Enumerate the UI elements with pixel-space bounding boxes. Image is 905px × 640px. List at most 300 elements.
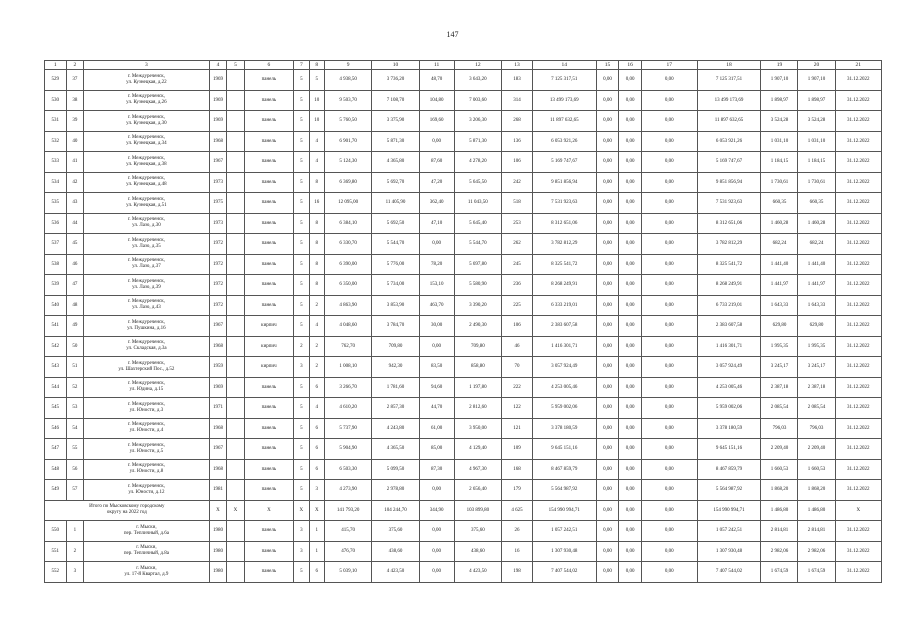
table-cell: 47 xyxy=(66,275,84,296)
table-cell: 7 125 317,51 xyxy=(532,70,596,91)
table-cell: панель xyxy=(244,234,293,255)
table-cell: 5 697,80 xyxy=(454,254,501,275)
table-cell: 45 xyxy=(66,234,84,255)
table-cell: 660,35 xyxy=(798,193,835,214)
total-cell: 141 793,20 xyxy=(324,500,371,521)
table-cell: 518 xyxy=(502,193,533,214)
column-header: 7 xyxy=(294,61,309,70)
table-cell: 6 xyxy=(309,377,324,398)
table-cell: 4 243,80 xyxy=(372,418,419,439)
table-cell: панель xyxy=(244,70,293,91)
column-header: 6 xyxy=(244,61,293,70)
address-cell: г. Междуреченск, ул. Юности, д.8 xyxy=(84,459,210,480)
table-cell: 0,00 xyxy=(642,70,698,91)
table-cell: 1967 xyxy=(209,316,227,337)
table-cell: 1 xyxy=(309,541,324,562)
table-cell: 541 xyxy=(45,316,67,337)
table-cell: 4 xyxy=(309,152,324,173)
table-cell xyxy=(227,439,245,460)
table-cell: 0,00 xyxy=(596,480,619,501)
table-cell: панель xyxy=(244,541,293,562)
table-cell: 1 660,53 xyxy=(761,459,798,480)
table-cell: 5 xyxy=(294,111,309,132)
table-cell: 550 xyxy=(45,521,67,542)
table-cell: 3 xyxy=(294,521,309,542)
table-cell: 10 xyxy=(309,111,324,132)
address-cell: г. Междуреченск, ул. Кузнецкая, д.51 xyxy=(84,193,210,214)
table-cell: 4 863,90 xyxy=(324,295,371,316)
table-cell: 6 369,80 xyxy=(324,172,371,193)
table-cell: 4 938,50 xyxy=(324,70,371,91)
table-cell: 5 645,50 xyxy=(454,172,501,193)
table-row xyxy=(45,172,882,193)
table-cell: 8 268 249,91 xyxy=(697,275,761,296)
total-cell: 103 899,80 xyxy=(454,500,501,521)
table-cell: 6 350,00 xyxy=(324,275,371,296)
table-cell: 0,00 xyxy=(642,152,698,173)
table-cell: 31.12.2022 xyxy=(835,131,881,152)
table-cell: 3 736,20 xyxy=(372,70,419,91)
column-header: 14 xyxy=(532,61,596,70)
table-cell: 5 xyxy=(294,254,309,275)
table-cell xyxy=(227,357,245,378)
table-cell: 5 544,70 xyxy=(454,234,501,255)
table-cell: 3 390,20 xyxy=(454,295,501,316)
table-cell: 5 760,50 xyxy=(324,111,371,132)
table-cell: 31.12.2022 xyxy=(835,480,881,501)
table-cell: 1 674,59 xyxy=(761,562,798,583)
table-cell: 7 125 317,51 xyxy=(697,70,761,91)
table-cell: 682,24 xyxy=(761,234,798,255)
table-cell: 942,30 xyxy=(372,357,419,378)
table-cell: 0,00 xyxy=(642,541,698,562)
table-cell: 31.12.2022 xyxy=(835,398,881,419)
table-cell: 31.12.2022 xyxy=(835,234,881,255)
total-cell: X xyxy=(209,500,227,521)
table-cell: 5 039,10 xyxy=(324,562,371,583)
table-cell: 2 387,18 xyxy=(798,377,835,398)
table-cell xyxy=(227,541,245,562)
table-cell: 222 xyxy=(502,377,533,398)
table-cell: 31.12.2022 xyxy=(835,90,881,111)
table-cell: 7 407 544,02 xyxy=(697,562,761,583)
address-cell: г. Междуреченск, ул. Складская, д.3а xyxy=(84,336,210,357)
table-cell: 1 307 930,48 xyxy=(532,541,596,562)
column-header: 3 xyxy=(84,61,210,70)
table-cell: 0,00 xyxy=(596,234,619,255)
table-cell: 5 904,90 xyxy=(324,439,371,460)
total-cell: X xyxy=(227,500,245,521)
table-cell: 3 524,28 xyxy=(761,111,798,132)
table-cell: 5 xyxy=(294,193,309,214)
table-cell: 43 xyxy=(66,193,84,214)
table-cell xyxy=(227,152,245,173)
table-cell: кирпич xyxy=(244,316,293,337)
table-cell: 5 959 002,06 xyxy=(532,398,596,419)
table-row xyxy=(45,398,882,419)
table-cell: 1 868,20 xyxy=(798,480,835,501)
table-cell: 225 xyxy=(502,295,533,316)
table-cell xyxy=(227,213,245,234)
table-cell: 47,20 xyxy=(419,172,454,193)
table-cell: 0,00 xyxy=(642,562,698,583)
table-cell: 2 209,40 xyxy=(761,439,798,460)
table-cell: 660,35 xyxy=(761,193,798,214)
table-cell: 83,50 xyxy=(419,357,454,378)
table-cell: 6 384,10 xyxy=(324,213,371,234)
table-cell: 0,00 xyxy=(642,357,698,378)
table-cell: 796,03 xyxy=(761,418,798,439)
table-row xyxy=(45,90,882,111)
table-cell: 0,00 xyxy=(642,254,698,275)
table-cell: 262 xyxy=(502,234,533,255)
address-cell: г. Междуреченск, ул. Кузнецкая, д.26 xyxy=(84,90,210,111)
table-cell: панель xyxy=(244,111,293,132)
table-cell: 1 660,53 xyxy=(798,459,835,480)
table-cell: 5 xyxy=(294,377,309,398)
table-cell: 0,00 xyxy=(419,131,454,152)
table-cell: 1 781,60 xyxy=(372,377,419,398)
table-cell: 463,70 xyxy=(419,295,454,316)
table-cell: 4 048,60 xyxy=(324,316,371,337)
table-cell: 551 xyxy=(45,541,67,562)
table-cell: 8 268 249,91 xyxy=(532,275,596,296)
address-cell: г. Междуреченск, ул. Юности, д.5 xyxy=(84,439,210,460)
table-cell: панель xyxy=(244,172,293,193)
table-cell: 1 907,10 xyxy=(798,70,835,91)
table-cell: 6 390,00 xyxy=(324,254,371,275)
table-cell: 5 xyxy=(294,172,309,193)
table-cell: 1969 xyxy=(209,90,227,111)
address-cell: г. Междуреченск, ул. Лазо, д.43 xyxy=(84,295,210,316)
table-cell: 375,60 xyxy=(372,521,419,542)
table-cell: 1 460,28 xyxy=(798,213,835,234)
table-cell: 709,80 xyxy=(454,336,501,357)
table-cell: 530 xyxy=(45,90,67,111)
table-cell: 2 982,06 xyxy=(798,541,835,562)
table-cell: 1973 xyxy=(209,213,227,234)
table-cell: 26 xyxy=(502,521,533,542)
table-cell: 1 416 301,71 xyxy=(532,336,596,357)
table-cell: 1967 xyxy=(209,439,227,460)
table-cell: панель xyxy=(244,521,293,542)
table-cell: 9 851 856,94 xyxy=(697,172,761,193)
table-cell: 5 692,70 xyxy=(372,172,419,193)
table-cell: 5 169 747,67 xyxy=(532,152,596,173)
table-cell: 0,00 xyxy=(619,275,642,296)
table-cell: 542 xyxy=(45,336,67,357)
column-header: 18 xyxy=(697,61,761,70)
table-row xyxy=(45,480,882,501)
table-cell: 547 xyxy=(45,439,67,460)
table-cell: 5 xyxy=(294,295,309,316)
table-cell: 3 950,00 xyxy=(454,418,501,439)
table-cell: 709,80 xyxy=(372,336,419,357)
table-cell: 4 365,80 xyxy=(372,152,419,173)
address-cell: г. Мыски, пер. Тепличный, д.6а xyxy=(84,521,210,542)
table-cell: 0,00 xyxy=(642,377,698,398)
table-row xyxy=(45,152,882,173)
table-cell: 8 312 651,06 xyxy=(532,213,596,234)
address-cell: г. Междуреченск, ул. Кузнецкая, д.34 xyxy=(84,131,210,152)
table-cell: 2 085,54 xyxy=(761,398,798,419)
table-cell xyxy=(227,418,245,439)
table-cell: панель xyxy=(244,254,293,275)
table-cell: 0,00 xyxy=(642,234,698,255)
table-cell: 1 643,33 xyxy=(798,295,835,316)
column-header: 19 xyxy=(761,61,798,70)
address-cell: г. Междуреченск, ул. Кузнецкая, д.22 xyxy=(84,70,210,91)
table-cell: 0,00 xyxy=(596,418,619,439)
table-cell xyxy=(227,398,245,419)
table-cell: 5 099,50 xyxy=(372,459,419,480)
table-cell: 11 897 632,65 xyxy=(697,111,761,132)
table-cell: 9 645 151,16 xyxy=(532,439,596,460)
table-cell: 6 330,70 xyxy=(324,234,371,255)
table-cell: 5 xyxy=(294,459,309,480)
table-cell: 0,00 xyxy=(642,521,698,542)
table-cell: 0,00 xyxy=(619,541,642,562)
column-header: 12 xyxy=(454,61,501,70)
table-cell: 0,00 xyxy=(619,316,642,337)
table-cell: 544 xyxy=(45,377,67,398)
table-cell: 38 xyxy=(66,90,84,111)
table-cell: 0,00 xyxy=(619,459,642,480)
table-cell: 31.12.2022 xyxy=(835,459,881,480)
table-cell: 858,80 xyxy=(454,357,501,378)
table-cell: 1980 xyxy=(209,521,227,542)
table-cell: 629,80 xyxy=(798,316,835,337)
table-cell: 0,00 xyxy=(619,90,642,111)
column-header: 2 xyxy=(66,61,84,70)
table-cell: 31.12.2022 xyxy=(835,295,881,316)
table-cell: 1 057 242,51 xyxy=(532,521,596,542)
table-cell: 5 734,00 xyxy=(372,275,419,296)
table-cell: 0,00 xyxy=(596,131,619,152)
table-row xyxy=(45,459,882,480)
table-cell: 4 xyxy=(309,316,324,337)
table-cell: 4 423,50 xyxy=(454,562,501,583)
table-cell: 136 xyxy=(502,131,533,152)
table-cell: 31.12.2022 xyxy=(835,336,881,357)
table-cell: 0,00 xyxy=(619,70,642,91)
total-cell: 104 244,70 xyxy=(372,500,419,521)
table-cell xyxy=(227,295,245,316)
address-cell: г. Междуреченск, ул. Юности, д.12 xyxy=(84,480,210,501)
table-cell: 13 499 173,69 xyxy=(532,90,596,111)
column-header: 13 xyxy=(502,61,533,70)
table-cell: 46 xyxy=(502,336,533,357)
address-cell: г. Мыски, ул. 17-й Квартал, д.9 xyxy=(84,562,210,583)
table-cell: 55 xyxy=(66,439,84,460)
column-header: 21 xyxy=(835,61,881,70)
address-cell: г. Междуреченск, ул. Лазо, д.37 xyxy=(84,254,210,275)
table-cell: 168 xyxy=(502,459,533,480)
table-cell: 476,70 xyxy=(324,541,371,562)
total-label: Итого по Мысковскому городскому округу на 2022 год xyxy=(45,500,210,521)
table-cell: 0,00 xyxy=(596,70,619,91)
column-header: 5 xyxy=(227,61,245,70)
table-cell: 5 645,40 xyxy=(454,213,501,234)
table-cell: 31.12.2022 xyxy=(835,152,881,173)
table-row xyxy=(45,357,882,378)
table-cell: 0,00 xyxy=(596,213,619,234)
address-cell: г. Междуреченск, ул. Кузнецкая, д.38 xyxy=(84,152,210,173)
table-cell: 37 xyxy=(66,70,84,91)
table-cell: 3 378 180,59 xyxy=(697,418,761,439)
table-row xyxy=(45,275,882,296)
table-cell: 537 xyxy=(45,234,67,255)
table-cell: 0,00 xyxy=(596,316,619,337)
table-cell: 0,00 xyxy=(642,172,698,193)
table-cell: 198 xyxy=(502,562,533,583)
total-cell: X xyxy=(294,500,309,521)
table-cell xyxy=(227,254,245,275)
table-cell: 7 108,70 xyxy=(372,90,419,111)
column-header: 16 xyxy=(619,61,642,70)
table-cell: 31.12.2022 xyxy=(835,521,881,542)
table-cell: 5 737,90 xyxy=(324,418,371,439)
table-cell: 534 xyxy=(45,172,67,193)
table-cell: 11 405,90 xyxy=(372,193,419,214)
table-cell: 57 xyxy=(66,480,84,501)
table-cell: 56 xyxy=(66,459,84,480)
table-cell: 1968 xyxy=(209,459,227,480)
table-cell: 9 851 856,94 xyxy=(532,172,596,193)
table-cell: 61,00 xyxy=(419,418,454,439)
table-cell: 2 978,80 xyxy=(372,480,419,501)
table-cell: 1969 xyxy=(209,377,227,398)
table-row xyxy=(45,213,882,234)
total-cell: 154 990 994,71 xyxy=(697,500,761,521)
table-cell: 1972 xyxy=(209,254,227,275)
table-cell: 54 xyxy=(66,418,84,439)
table-cell: 1968 xyxy=(209,131,227,152)
table-row xyxy=(45,193,882,214)
table-cell: 545 xyxy=(45,398,67,419)
table-cell: 438,60 xyxy=(454,541,501,562)
table-cell: 1 898,97 xyxy=(761,90,798,111)
table-cell: 9 503,70 xyxy=(324,90,371,111)
table-cell: 7 531 923,63 xyxy=(697,193,761,214)
table-cell: 31.12.2022 xyxy=(835,193,881,214)
table-row xyxy=(45,254,882,275)
table-cell: 4 967,30 xyxy=(454,459,501,480)
table-row xyxy=(45,377,882,398)
table-cell: 1972 xyxy=(209,275,227,296)
address-cell: г. Междуреченск, ул. Лазо, д.35 xyxy=(84,234,210,255)
table-cell: 6 xyxy=(309,459,324,480)
table-row xyxy=(45,316,882,337)
column-header: 20 xyxy=(798,61,835,70)
table-cell: 1975 xyxy=(209,193,227,214)
table-cell: 1 416 301,71 xyxy=(697,336,761,357)
table-cell: 153,10 xyxy=(419,275,454,296)
table-cell: 0,00 xyxy=(619,562,642,583)
table-cell: 41 xyxy=(66,152,84,173)
table-cell: 1 307 930,48 xyxy=(697,541,761,562)
table-cell: 531 xyxy=(45,111,67,132)
table-cell: 6 901,70 xyxy=(324,131,371,152)
address-cell: г. Междуреченск, ул. Пушкина, д.16 xyxy=(84,316,210,337)
table-cell: 796,03 xyxy=(798,418,835,439)
table-cell: 3 784,70 xyxy=(372,316,419,337)
table-cell: 0,00 xyxy=(619,336,642,357)
table-cell: 1969 xyxy=(209,70,227,91)
address-cell: г. Междуреченск, ул. Юности, д.3 xyxy=(84,398,210,419)
table-cell: 5 871,30 xyxy=(454,131,501,152)
table-row xyxy=(45,111,882,132)
table-cell: 44,70 xyxy=(419,398,454,419)
table-cell: 4 129,40 xyxy=(454,439,501,460)
table-cell: 543 xyxy=(45,357,67,378)
table-cell: 2 209,40 xyxy=(798,439,835,460)
table-cell: 242 xyxy=(502,172,533,193)
table-cell: 31.12.2022 xyxy=(835,275,881,296)
column-header: 1 xyxy=(45,61,67,70)
total-cell: 0,00 xyxy=(619,500,642,521)
table-cell: 0,00 xyxy=(619,193,642,214)
table-cell: 42 xyxy=(66,172,84,193)
table-cell: 0,00 xyxy=(642,418,698,439)
column-header: 15 xyxy=(596,61,619,70)
table-cell: 2 xyxy=(66,541,84,562)
table-cell: 8 312 651,06 xyxy=(697,213,761,234)
table-cell: 3 378 180,59 xyxy=(532,418,596,439)
table-cell: 5 959 002,06 xyxy=(697,398,761,419)
table-cell: 0,00 xyxy=(642,398,698,419)
table-cell: 1 730,61 xyxy=(761,172,798,193)
table-cell: 1 995,35 xyxy=(761,336,798,357)
table-cell: 78,20 xyxy=(419,254,454,275)
table-cell: 169,60 xyxy=(419,111,454,132)
table-cell: 13 499 173,69 xyxy=(697,90,761,111)
column-number-row xyxy=(45,61,882,70)
table-cell: 0,00 xyxy=(619,439,642,460)
table-cell: 50 xyxy=(66,336,84,357)
table-cell xyxy=(227,111,245,132)
table-cell: 183 xyxy=(502,70,533,91)
table-cell: 3 xyxy=(66,562,84,583)
column-header: 9 xyxy=(324,61,371,70)
table-cell: 5 xyxy=(294,316,309,337)
table-cell: 415,70 xyxy=(324,521,371,542)
table-cell: 0,00 xyxy=(596,254,619,275)
table-cell: 31.12.2022 xyxy=(835,70,881,91)
table-cell: 31.12.2022 xyxy=(835,439,881,460)
table-cell: 5 xyxy=(294,70,309,91)
table-cell: 2 xyxy=(309,357,324,378)
table-cell: 0,00 xyxy=(419,480,454,501)
table-cell: 3 524,28 xyxy=(798,111,835,132)
address-cell: г. Междуреченск, ул. Лазо, д.39 xyxy=(84,275,210,296)
table-cell: 0,00 xyxy=(596,295,619,316)
table-cell: 1 441,40 xyxy=(761,254,798,275)
table-cell: 31.12.2022 xyxy=(835,562,881,583)
table-cell xyxy=(227,193,245,214)
table-cell: 0,00 xyxy=(642,316,698,337)
table-cell: 31.12.2022 xyxy=(835,254,881,275)
table-row xyxy=(45,418,882,439)
total-cell: 0,00 xyxy=(642,500,698,521)
table-cell: 44 xyxy=(66,213,84,234)
table-cell: 1 898,97 xyxy=(798,90,835,111)
table-cell: 3 375,90 xyxy=(372,111,419,132)
table-cell: 6 733 219,01 xyxy=(697,295,761,316)
table-cell xyxy=(227,172,245,193)
table-cell: 2 812,60 xyxy=(454,398,501,419)
table-cell: 1 184,15 xyxy=(761,152,798,173)
